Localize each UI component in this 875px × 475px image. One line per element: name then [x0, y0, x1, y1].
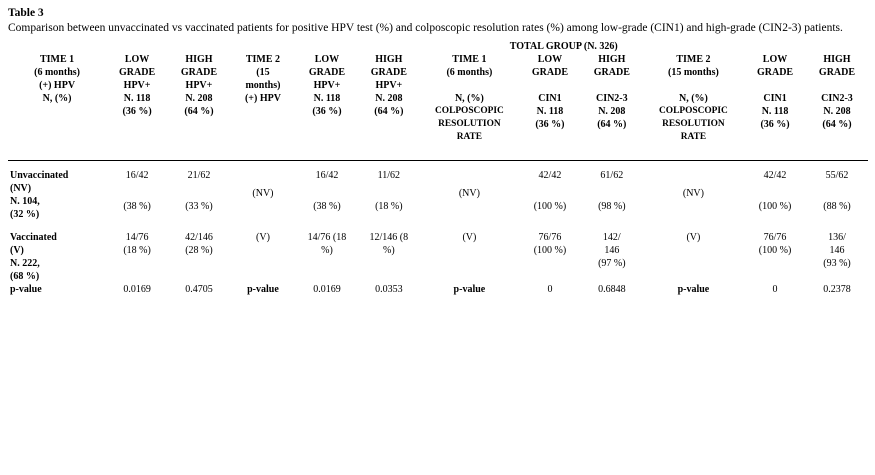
- cell-line: 11/62: [377, 169, 401, 181]
- header-line: HPV+: [375, 79, 403, 91]
- cell-line: 16/42: [125, 169, 149, 181]
- pvalue-time2-high: 0.0353: [375, 283, 403, 295]
- cell-v-res1-cin1: [519, 231, 581, 283]
- cell-line: 12/146 (8: [369, 231, 409, 243]
- group-title-row: [8, 40, 868, 53]
- header-line: COLPOSCOPIC: [659, 105, 728, 116]
- cell-nv-res1-cin1: [519, 169, 581, 221]
- header-col-9: [643, 53, 744, 144]
- header-line: (36 %): [760, 118, 790, 130]
- cell-line: (98 %): [598, 200, 626, 212]
- cell-spacer: [806, 182, 868, 200]
- cell-line: 142/: [602, 231, 621, 243]
- header-col-4: [296, 53, 358, 144]
- header-line: GRADE: [818, 66, 856, 78]
- header-line: N. 118: [313, 92, 341, 104]
- header-line: N, (%): [678, 92, 708, 104]
- header-spacer: [806, 79, 868, 92]
- header-col-2: [168, 53, 230, 144]
- cell-nv-time2-marker: [230, 169, 296, 221]
- header-line: (+) HPV: [39, 79, 76, 91]
- cell-line: 146: [604, 244, 620, 256]
- header-line: HIGH: [375, 53, 403, 65]
- header-line: (64 %): [184, 105, 214, 117]
- header-col-10: [744, 53, 806, 144]
- cell-spacer: [744, 182, 806, 200]
- cell-spacer: [106, 182, 168, 200]
- header-line: LOW: [762, 53, 788, 65]
- cell-nv-time1-high: [168, 169, 230, 221]
- pvalue-res1-label: p-value: [453, 283, 486, 295]
- row-label-line: N. 104,: [10, 195, 40, 207]
- header-line: TIME 1: [39, 53, 75, 65]
- header-line: (15: [256, 66, 270, 78]
- table-header-row: [8, 53, 868, 144]
- header-line: COLPOSCOPIC: [435, 105, 504, 116]
- table-caption: [0, 0, 875, 38]
- cell-spacer: [168, 182, 230, 200]
- cell-line: (V): [462, 231, 477, 243]
- header-line: GRADE: [593, 66, 630, 78]
- cell-v-res2-cin1: [744, 231, 806, 283]
- header-line: N. 208: [185, 92, 213, 104]
- row-label-line: Vaccinated: [10, 231, 57, 243]
- table-label: Table 3: [8, 7, 44, 19]
- cell-v-time1-low: [106, 231, 168, 283]
- header-line: LOW: [124, 53, 150, 65]
- cell-v-time1-high: [168, 231, 230, 283]
- pvalue-time2-low: 0.0169: [313, 283, 341, 295]
- header-col-3: [230, 53, 296, 144]
- header-line: months): [245, 79, 281, 91]
- cell-spacer: [230, 169, 296, 187]
- cell-line: 21/62: [187, 169, 211, 181]
- row-label-unvaccinated: [8, 169, 106, 221]
- header-line: TIME 2: [245, 53, 281, 65]
- cell-line: (100 %): [533, 200, 567, 212]
- pvalue-res2-cin1: 0: [772, 283, 778, 295]
- cell-line: %): [321, 244, 333, 256]
- header-line: HPV+: [313, 79, 341, 91]
- header-line: (64 %): [374, 105, 404, 117]
- cell-line: (V): [686, 231, 701, 243]
- cell-v-res2-marker: [643, 231, 744, 283]
- cell-line: 76/76: [763, 231, 787, 243]
- header-rule-row: [8, 144, 868, 161]
- header-line: (36 %): [312, 105, 342, 117]
- header-line: HIGH: [823, 53, 851, 65]
- cell-line: (18 %): [123, 244, 151, 256]
- table-row: [8, 169, 868, 221]
- header-line: N. 118: [761, 105, 789, 117]
- header-line: GRADE: [756, 66, 794, 78]
- row-label-line: N. 222,: [10, 257, 40, 269]
- row-label-line: (32 %): [10, 208, 40, 220]
- cell-line: (93 %): [823, 257, 851, 269]
- cell-v-time2-marker: [230, 231, 296, 283]
- header-spacer: [744, 79, 806, 92]
- header-col-11: [806, 53, 868, 144]
- row-label-line: (68 %): [10, 270, 40, 282]
- cell-line: 136/: [828, 231, 846, 243]
- row-label-line: (V): [10, 244, 24, 256]
- header-line: N. 208: [823, 105, 851, 117]
- cell-v-res1-cin23: [581, 231, 643, 283]
- pvalue-res1-cin23: 0.6848: [598, 283, 626, 295]
- cell-line: (28 %): [185, 244, 213, 256]
- header-line: HPV+: [185, 79, 213, 91]
- cell-nv-res1-cin23: [581, 169, 643, 221]
- header-line: CIN1: [538, 92, 562, 104]
- group-title: TOTAL GROUP (N. 326): [509, 40, 618, 52]
- cell-line: 42/42: [763, 169, 787, 181]
- header-line: N, (%): [42, 92, 72, 104]
- header-line: (6 months): [446, 66, 493, 78]
- pvalue-row: [8, 283, 868, 296]
- header-line: (64 %): [597, 118, 627, 130]
- cell-spacer: [643, 169, 744, 187]
- cell-line: (38 %): [123, 200, 151, 212]
- header-spacer: [643, 79, 744, 92]
- cell-line: (33 %): [185, 200, 213, 212]
- cell-nv-res2-marker: [643, 169, 744, 221]
- cell-line: 61/62: [600, 169, 624, 181]
- pvalue-res2-label: p-value: [677, 283, 710, 295]
- cell-spacer: [420, 169, 519, 187]
- cell-line: (NV): [458, 187, 480, 199]
- cell-spacer: [581, 182, 643, 200]
- cell-v-res2-cin23: [806, 231, 868, 283]
- cell-nv-res2-cin1: [744, 169, 806, 221]
- pvalue-label: p-value: [10, 283, 42, 295]
- row-label-line: (NV): [10, 182, 32, 194]
- header-col-1: [106, 53, 168, 144]
- cell-line: (38 %): [313, 200, 341, 212]
- header-line: N. 208: [375, 92, 403, 104]
- cell-v-res1-marker: [420, 231, 519, 283]
- cell-line: (V): [256, 231, 270, 243]
- header-line: (6 months): [34, 66, 80, 78]
- header-line: HIGH: [598, 53, 626, 65]
- header-line: GRADE: [370, 66, 407, 78]
- header-line: LOW: [314, 53, 340, 65]
- header-line: RESOLUTION: [438, 118, 501, 129]
- header-line: CIN1: [763, 92, 787, 104]
- cell-spacer: [519, 182, 581, 200]
- pvalue-time1-high: 0.4705: [185, 283, 213, 295]
- header-col-6: [420, 53, 519, 144]
- pvalue-res1-cin1: 0: [547, 283, 553, 295]
- cell-line: (18 %): [375, 200, 403, 212]
- header-line: GRADE: [119, 66, 156, 78]
- header-line: CIN2-3: [821, 92, 853, 104]
- header-line: (15 months): [668, 66, 719, 78]
- header-line: (36 %): [535, 118, 565, 130]
- cell-v-time2-high: [358, 231, 420, 283]
- cell-line: (100 %): [533, 244, 567, 256]
- cell-line: 42/146: [185, 231, 213, 243]
- header-col-0: [8, 53, 106, 144]
- cell-line: (NV): [252, 187, 274, 199]
- cell-line: (100 %): [758, 244, 792, 256]
- pvalue-res2-cin23: 0.2378: [823, 283, 851, 295]
- cell-line: 16/42: [315, 169, 339, 181]
- cell-line: 42/42: [538, 169, 562, 181]
- header-line: N. 208: [598, 105, 626, 117]
- table-caption-text: Comparison between unvaccinated vs vaccinated patients for positive HPV test (%) and colposcopic resolution rates (%) among low-grade (CIN1) and high-grade (CIN2-3) patients.: [8, 22, 843, 34]
- cell-line: %): [383, 244, 395, 256]
- cell-line: (NV): [682, 187, 704, 199]
- header-col-8: [581, 53, 643, 144]
- header-line: GRADE: [531, 66, 568, 78]
- header-line: TIME 1: [452, 53, 487, 65]
- header-spacer: [420, 79, 519, 92]
- header-line: CIN2-3: [595, 92, 628, 104]
- row-label-line: Unvaccinated: [10, 169, 69, 181]
- cell-nv-time1-low: [106, 169, 168, 221]
- pvalue-time2-label: p-value: [247, 283, 279, 295]
- cell-line: (88 %): [823, 200, 851, 212]
- cell-nv-res1-marker: [420, 169, 519, 221]
- cell-line: 14/76: [125, 231, 149, 243]
- header-line: RESOLUTION: [662, 118, 725, 129]
- header-col-7: [519, 53, 581, 144]
- cell-line: 146: [829, 244, 845, 256]
- header-line: N. 118: [536, 105, 564, 117]
- header-line: GRADE: [308, 66, 346, 78]
- header-line: RATE: [680, 131, 707, 142]
- header-line: HIGH: [185, 53, 213, 65]
- table-row: [8, 231, 868, 283]
- header-line: (64 %): [822, 118, 852, 130]
- cell-nv-time2-high: [358, 169, 420, 221]
- post-rule-gap: [8, 160, 868, 169]
- cell-line: 14/76 (18: [307, 231, 347, 243]
- cell-v-time2-low: [296, 231, 358, 283]
- header-line: GRADE: [180, 66, 218, 78]
- cell-line: 76/76: [538, 231, 562, 243]
- comparison-table: [8, 40, 868, 296]
- header-spacer: [519, 79, 581, 92]
- row-gap: [8, 221, 868, 231]
- header-spacer: [581, 79, 643, 92]
- cell-line: (97 %): [598, 257, 626, 269]
- cell-line: 55/62: [825, 169, 849, 181]
- header-col-5: [358, 53, 420, 144]
- header-line: N. 118: [123, 92, 151, 104]
- header-line: RATE: [456, 131, 483, 142]
- header-line: N, (%): [454, 92, 484, 104]
- pvalue-time1-low: 0.0169: [123, 283, 151, 295]
- header-line: TIME 2: [676, 53, 711, 65]
- header-line: LOW: [537, 53, 563, 65]
- cell-nv-res2-cin23: [806, 169, 868, 221]
- cell-spacer: [358, 182, 420, 200]
- cell-line: (100 %): [758, 200, 792, 212]
- header-line: (36 %): [122, 105, 152, 117]
- header-line: (+) HPV: [244, 92, 281, 104]
- cell-spacer: [296, 182, 358, 200]
- row-label-vaccinated: [8, 231, 106, 283]
- cell-nv-time2-low: [296, 169, 358, 221]
- header-line: HPV+: [123, 79, 151, 91]
